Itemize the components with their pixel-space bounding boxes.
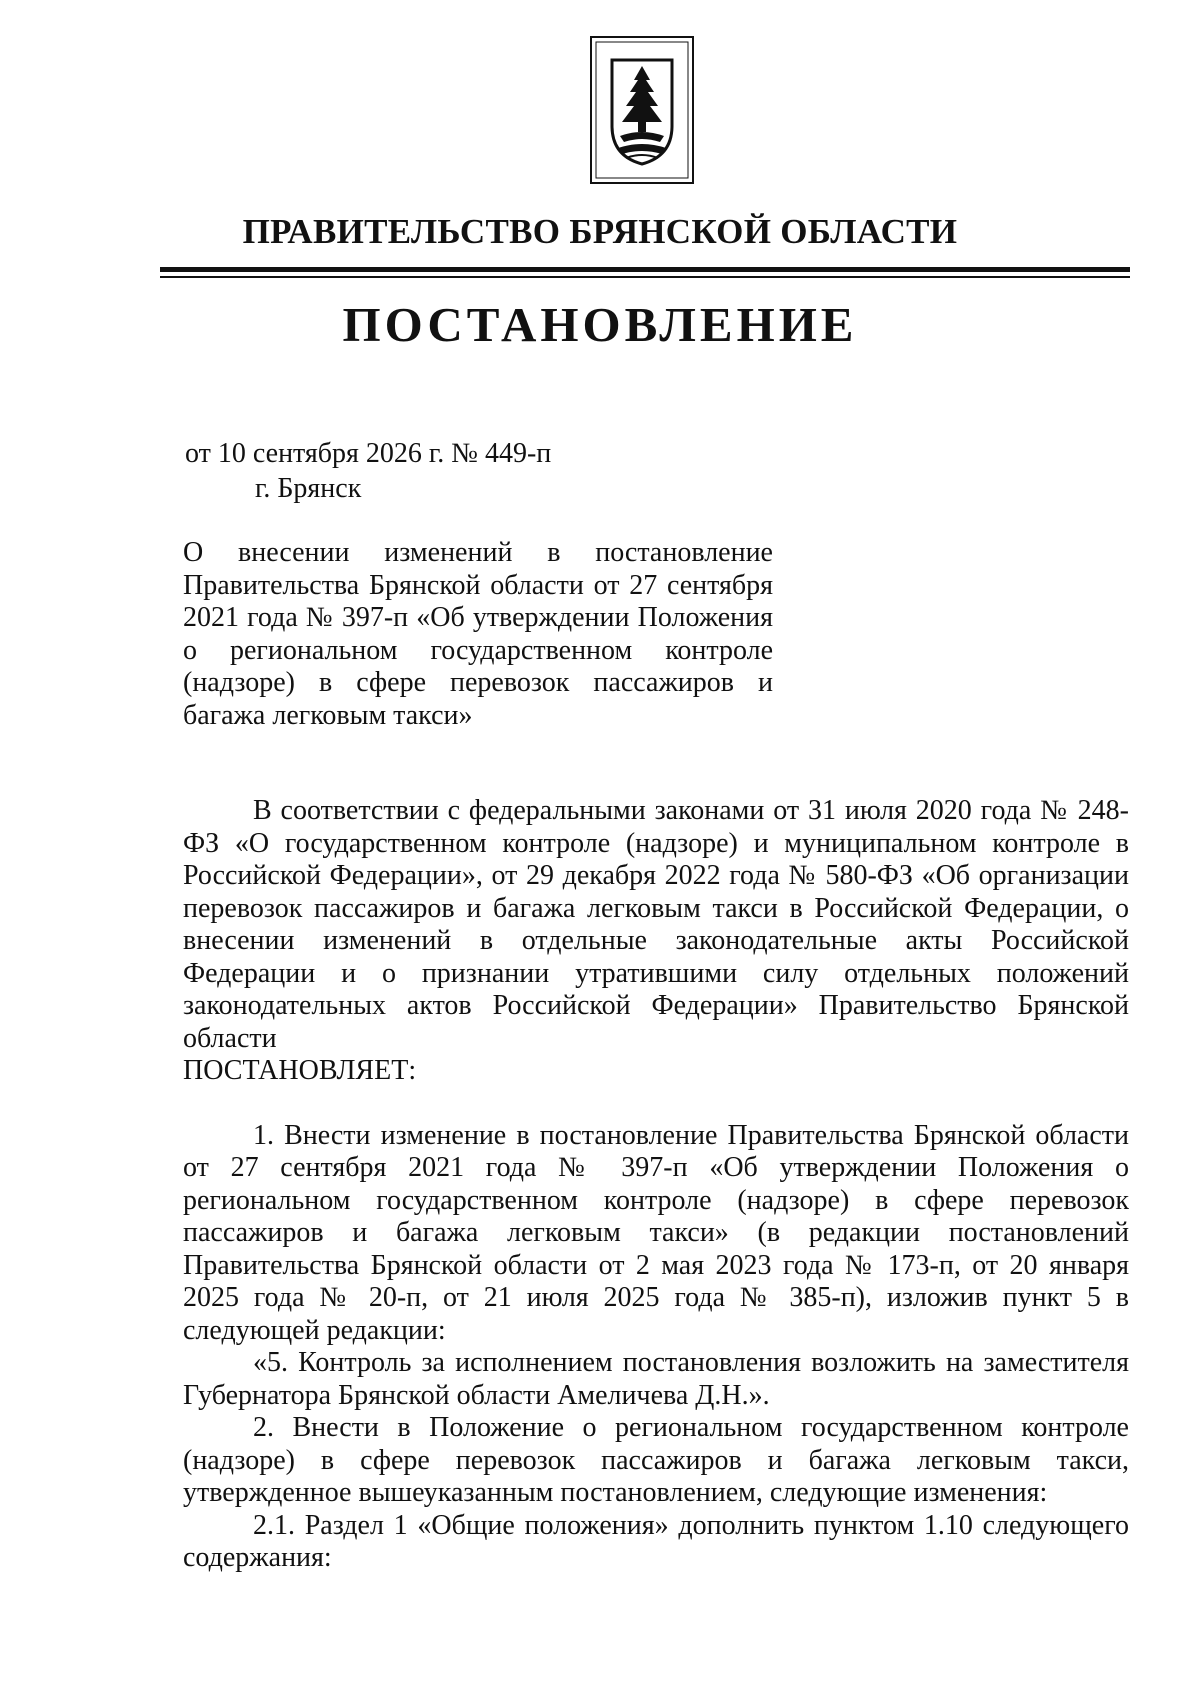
preamble-paragraph: В соответствии с федеральными законами от 31 июля 2020 года № 248-ФЗ «О государственном контроле (надзоре) и муниципальном контроле в Российской Федерации», от 29 декабря 2022 года № 580-ФЗ «Об организации перевозок пассажиров и багажа легковым такси в Российской Федерации, о внесении изменений в отдельные законодательные акты Российской Федерации и о признании утратившими силу отдельных положений законодательных актов Российской Федерации» Правительство Брянской области [183,795,1129,1054]
body-paragraph-2: 2. Внести в Положение о региональном государственном контроле (надзоре) в сфере перевозок пассажиров и багажа легковым такси, утвержденное вышеуказанным постановлением, следующие изменения: [183,1412,1129,1508]
header-rule-thick [160,267,1130,272]
coat-of-arms-emblem [590,36,694,184]
document-city: г. Брянск [255,473,362,504]
coat-of-arms-icon [590,36,694,184]
document-date-number: от 10 сентября 2026 г. № 449-п [185,438,552,469]
document-type-title: ПОСТАНОВЛЕНИЕ [342,297,858,352]
document-subject: О внесении изменений в постановление Правительства Брянской области от 27 сентября 2021 года № 397-п «Об утверждении Положения о региональном государственном контроле (надзоре) в сфере перевозок пассажиров и багажа легковым такси» [183,537,773,731]
body-paragraph-2-1: 2.1. Раздел 1 «Общие положения» дополнить пунктом 1.10 следующего содержания: [183,1509,1129,1573]
document-body [183,795,1129,1575]
header-rule-thin [160,276,1130,278]
body-paragraph-1: 1. Внести изменение в постановление Правительства Брянской области от 27 сентября 2021 года № 397-п «Об утверждении Положения о региональном государственном контроле (надзоре) в сфере перевозок пассажиров и багажа легковым такси» (в редакции постановлений Правительства Брянской области от 2 мая 2023 года № 173-п, от 20 января 2025 года № 20-п, от 21 июля 2025 года № 385-п), изложив пункт 5 в следующей редакции: [183,1119,1129,1346]
body-paragraph-1-quote: «5. Контроль за исполнением постановления возложить на заместителя Губернатора Брянской области Амеличева Д.Н.». [183,1347,1129,1411]
resolves-heading: ПОСТАНОВЛЯЕТ: [183,1055,417,1086]
organization-name: ПРАВИТЕЛЬСТВО БРЯНСКОЙ ОБЛАСТИ [242,212,958,251]
